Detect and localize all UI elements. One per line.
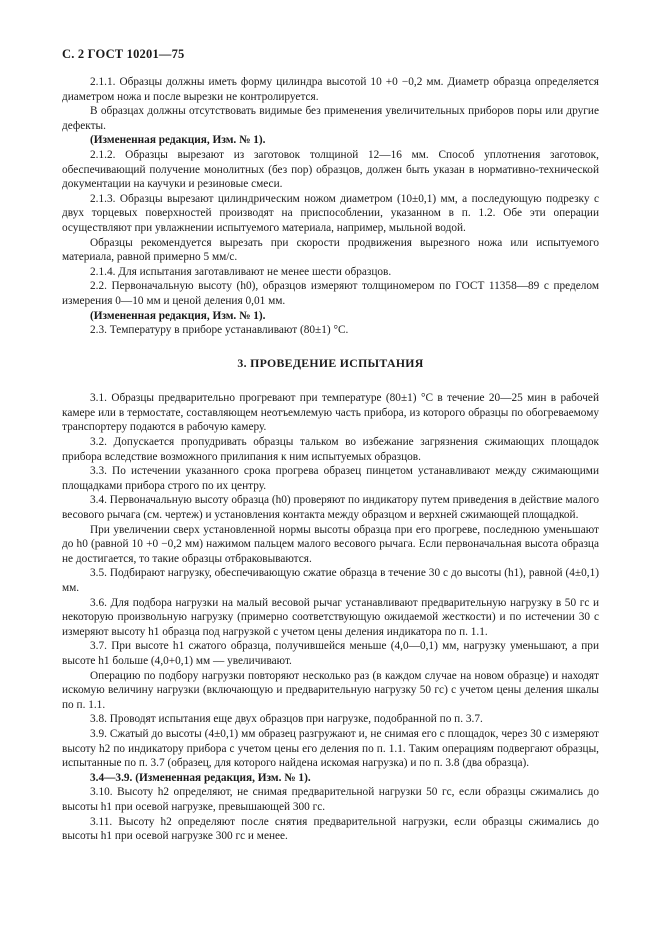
- paragraph: 3.4. Первоначальную высоту образца (h0) проверяют по индикатору путем приведения в действие малого весового рычага (см. чертеж) и установления контакта между образцом и верхней сжимающей площадкой.: [62, 494, 599, 522]
- paragraph: 2.1.2. Образцы вырезают из заготовок толщиной 12—16 мм. Способ уплотнения заготовок, обеспечивающий получение монолитных (без пор) образцов, должен быть указан в нормативно-технической документации на каучуки и резиновые смеси.: [62, 148, 599, 191]
- paragraph: 2.2. Первоначальную высоту (h0), образцов измеряют толщиномером по ГОСТ 11358—89 с пределом измерения 0—10 мм и ценой деления 0,01 мм.: [62, 280, 599, 307]
- paragraph: 3.9. Сжатый до высоты (4±0,1) мм образец разгружают и, не снимая его с площадок, через 30 с измеряют высоту h2 по индикатору прибора с учетом цены его деления по п. 1.1. Таким операциям подвергают образцы, испытанные по п. 3.7 (образец, для которого найдена искомая нагрузка) и по п. 3.8 (два образца).: [62, 727, 599, 770]
- paragraph: 2.1.3. Образцы вырезают цилиндрическим ножом диаметром (10±0,1) мм, а последующую подрезку с двух торцевых поверхностей производят на приспособлении, указанном в п. 1.2. Обе эти операции осуществляют при увлажнении испытуемого материала, например, мыльной водой.: [62, 192, 599, 234]
- paragraph: 3.8. Проводят испытания еще двух образцов при нагрузке, подобранной по п. 3.7.: [90, 713, 483, 726]
- paragraph: 3.11. Высоту h2 определяют после снятия предварительной нагрузки, если образцы сжимались до высоты h1 при осевой нагрузке 300 гс и менее.: [62, 815, 599, 843]
- paragraph: Образцы рекомендуется вырезать при скорости продвижения вырезного ножа или испытуемого материала, равной примерно 5 мм/с.: [62, 236, 599, 264]
- paragraph: При увеличении сверх установленной нормы высоты образца при его прогреве, последнюю уменьшают до h0 (равной 10 +0 −0,2 мм) нажимом пальцем малого весового рычага. Если первоначальная высота образца не достигается, то такие образцы отбраковываются.: [62, 523, 599, 565]
- paragraph: 3.7. При высоте h1 сжатого образца, получившейся меньше (4,0—0,1) мм, нагрузку уменьшают, а при высоте h1 больше (4,0+0,1) мм — увеличивают.: [62, 640, 599, 667]
- paragraph: 2.1.4. Для испытания заготавливают не менее шести образцов.: [90, 265, 392, 278]
- revision-note: 3.4—3.9. (Измененная редакция, Изм. № 1).: [90, 771, 311, 784]
- paragraph: В образцах должны отсутствовать видимые без применения увеличительных приборов поры или другие дефекты.: [62, 105, 599, 132]
- revision-note: (Измененная редакция, Изм. № 1).: [90, 309, 266, 322]
- paragraph: 3.6. Для подбора нагрузки на малый весовой рычаг устанавливают предварительную нагрузку в 50 гс и некоторую произвольную нагрузку (примерно соответствующую ожидаемой жесткости) и по истечении 30 с измеряют высоту h1 образца под нагрузкой с учетом цены деления индикатора по п. 1.1.: [62, 596, 599, 638]
- paragraph: 2.1.1. Образцы должны иметь форму цилиндра высотой 10 +0 −0,2 мм. Диаметр образца определяется диаметром ножа и после вырезки не контролируется.: [62, 76, 599, 103]
- revision-note: (Измененная редакция, Изм. № 1).: [90, 134, 266, 147]
- paragraph: 3.2. Допускается пропудривать образцы тальком во избежание загрязнения сжимающих площадок прибора вследствие возможного прилипания к ним испытуемых образцов.: [62, 436, 599, 463]
- page-header: С. 2 ГОСТ 10201—75: [62, 47, 185, 61]
- paragraph: 3.1. Образцы предварительно прогревают при температуре (80±1) °С в течение 20—25 мин в рабочей камере или в термостате, составляющем неотъемлемую часть прибора, из которого образцы по обогреваемому транспортеру подаются в рабочую камеру.: [62, 392, 599, 434]
- paragraph: 2.3. Температуру в приборе устанавливают (80±1) °С.: [90, 324, 349, 337]
- paragraph: 3.10. Высоту h2 определяют, не снимая предварительной нагрузки 50 гс, если образцы сжимались до высоты h1 при осевой нагрузке, превышающей 300 гс.: [62, 786, 599, 813]
- paragraph: 3.3. По истечении указанного срока прогрева образец пинцетом устанавливают между сжимающими площадками прибора строго по их центру.: [62, 465, 599, 492]
- paragraph: Операцию по подбору нагрузки повторяют несколько раз (в каждом случае на новом образце) и находят искомую величину нагрузки (включающую и предварительную нагрузку 50 гс) с учетом цены деления шкалы по п. 1.1.: [62, 669, 599, 711]
- section-title: 3. ПРОВЕДЕНИЕ ИСПЫТАНИЯ: [237, 355, 424, 370]
- document-body: [62, 75, 599, 844]
- paragraph: 3.5. Подбирают нагрузку, обеспечивающую сжатие образца в течение 30 с до высоты (h1), равной (4±0,1) мм.: [62, 567, 599, 594]
